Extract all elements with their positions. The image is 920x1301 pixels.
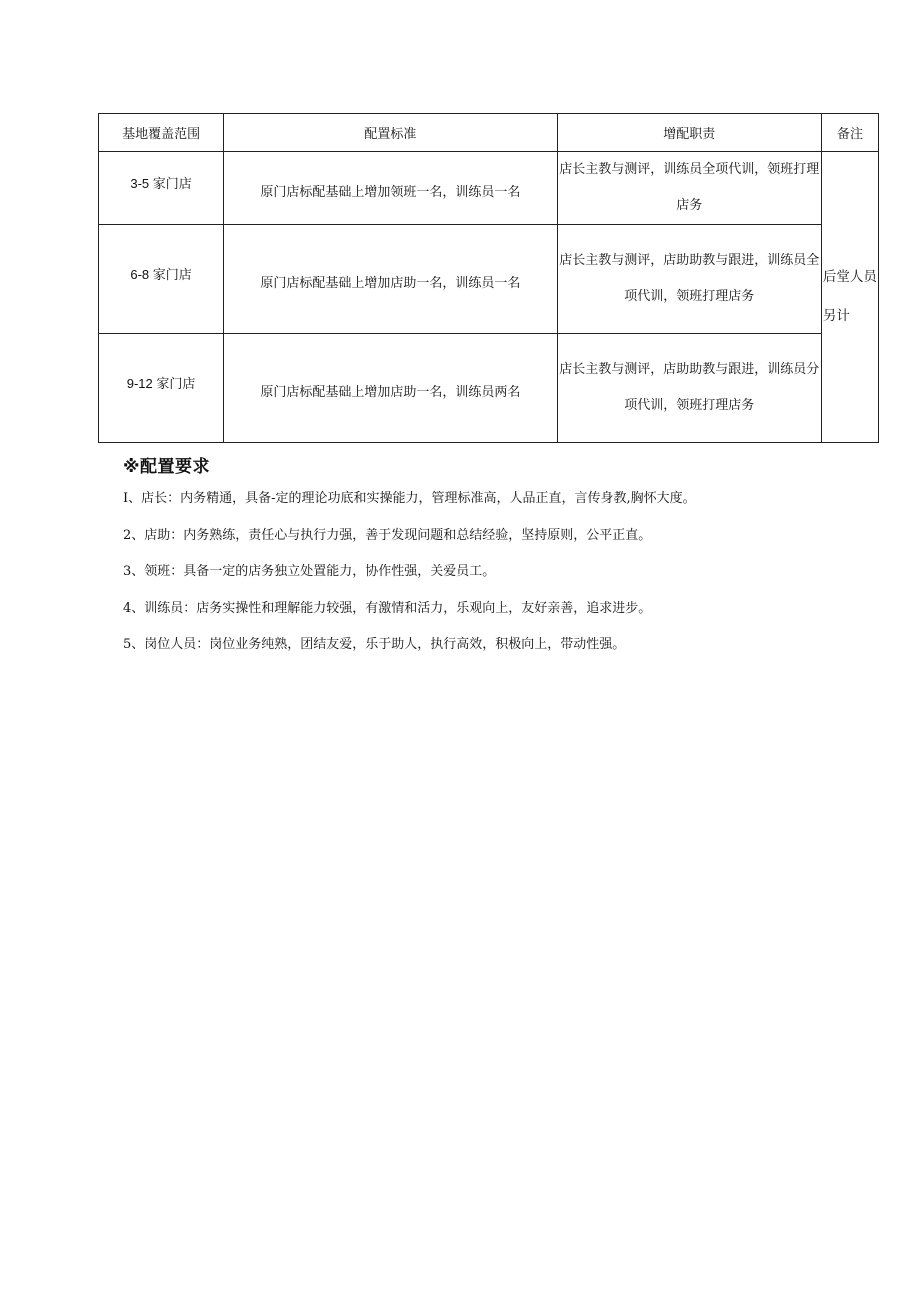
scope-text: 3-5 家门店 (130, 175, 192, 191)
standard-text: 原门店标配基础上增加店助一名，训练员两名 (260, 384, 521, 400)
staffing-config-table (98, 113, 879, 443)
duty-cell (557, 225, 821, 334)
header-note: 备注 (821, 114, 878, 152)
duty-cell (557, 334, 821, 443)
standard-cell (224, 152, 557, 225)
header-duty: 增配职责 (557, 114, 821, 152)
scope-text: 6-8 家门店 (130, 266, 192, 282)
table-row (99, 152, 879, 225)
standard-cell (224, 225, 557, 334)
header-standard: 配置标准 (224, 114, 557, 152)
requirement-item: 3、领班：具备一定的店务独立处置能力，协作性强，关爱员工。 (123, 564, 496, 579)
duty-text: 店长主教与测评，训练员全项代训，领班打理店务 (559, 162, 820, 213)
requirement-item: 5、岗位人员：岗位业务纯熟，团结友爱，乐于助人，执行高效，积极向上，带动性强。 (123, 637, 626, 652)
table-header-row (99, 114, 879, 152)
header-scope: 基地覆盖范围 (99, 114, 224, 152)
requirements-list (123, 486, 696, 669)
note-cell (821, 152, 878, 443)
standard-text: 原门店标配基础上增加店助一名，训练员一名 (260, 275, 521, 291)
scope-cell (99, 152, 224, 225)
duty-cell (557, 152, 821, 225)
duty-text: 店长主教与测评，店助助教与跟进，训练员全项代训，领班打理店务 (559, 253, 820, 304)
scope-text: 9-12 家门店 (126, 375, 196, 391)
requirement-item: 4、训练员：店务实操性和理解能力较强，有激情和活力，乐观向上，友好亲善，追求进步。 (123, 600, 652, 616)
scope-cell (99, 334, 224, 443)
standard-cell (224, 334, 557, 443)
requirements-title: ※配置要求 (123, 457, 211, 477)
duty-text: 店长主教与测评，店助助教与跟进，训练员分项代训，领班打理店务 (559, 362, 820, 413)
requirement-item: 2、店助：内务熟练，责任心与执行力强，善于发现问题和总结经验，坚持原则，公平正直。 (123, 527, 652, 543)
table-row (99, 334, 879, 443)
scope-cell (99, 225, 224, 334)
requirement-item: I、店长：内务精通，具备-定的理论功底和实操能力，管理标准高，人品正直，言传身教,胸怀大度。 (123, 491, 696, 506)
standard-text: 原门店标配基础上增加领班一名，训练员一名 (260, 184, 521, 200)
note-text: 后堂人员另计 (822, 269, 877, 324)
table-row (99, 225, 879, 334)
